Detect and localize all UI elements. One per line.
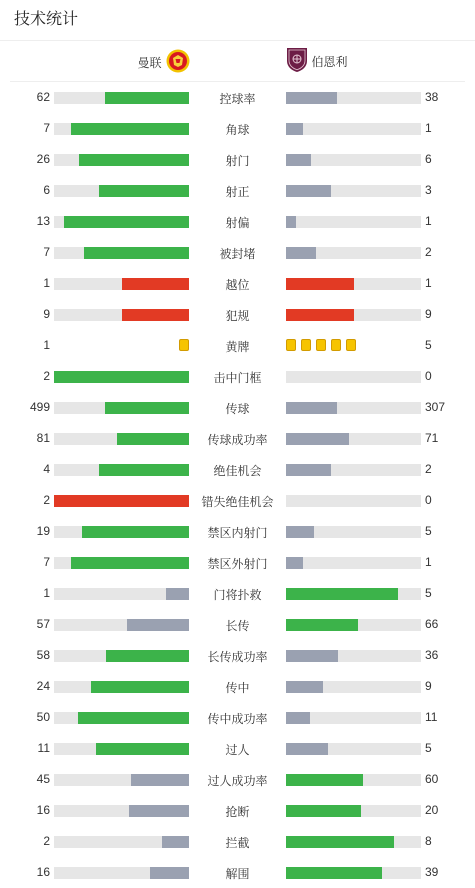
away-value: 9 (425, 307, 432, 321)
away-value: 9 (425, 679, 432, 693)
stat-label: 角球 (225, 123, 250, 137)
stat-label: 抢断 (225, 805, 250, 819)
away-value: 307 (425, 400, 446, 414)
yellow-card-icon (179, 339, 189, 351)
stat-row (0, 175, 475, 206)
stat-row (0, 671, 475, 702)
away-value: 20 (425, 803, 439, 817)
stat-row (0, 299, 475, 330)
home-bar (122, 278, 190, 290)
stat-label: 射正 (225, 185, 250, 199)
page-title: 技术统计 (0, 0, 475, 41)
away-bar (286, 712, 310, 724)
stat-label: 错失绝佳机会 (201, 495, 274, 509)
home-bar (84, 247, 189, 259)
home-bar (82, 526, 189, 538)
away-bar-track (286, 867, 421, 879)
away-team[interactable] (286, 47, 348, 76)
home-bar-track (54, 712, 189, 724)
home-value: 1 (43, 338, 50, 352)
away-bar (286, 526, 314, 538)
home-value: 16 (36, 865, 50, 879)
stat-label: 犯规 (225, 309, 250, 323)
home-value: 13 (36, 214, 50, 228)
yellow-card-icon (331, 339, 341, 351)
home-bar-track (54, 557, 189, 569)
stat-label: 禁区内射门 (207, 526, 268, 540)
away-value: 1 (425, 121, 432, 135)
away-bar (286, 402, 337, 414)
away-bar-track (286, 123, 421, 135)
away-bar-track (286, 743, 421, 755)
stat-row (0, 547, 475, 578)
stat-label: 越位 (225, 278, 250, 292)
stat-row (0, 485, 475, 516)
stat-row (0, 423, 475, 454)
home-bar-track (54, 836, 189, 848)
home-team[interactable] (137, 49, 189, 76)
away-value: 3 (425, 183, 432, 197)
home-value: 16 (36, 803, 50, 817)
stat-label: 被封堵 (219, 247, 256, 261)
home-bar (105, 92, 189, 104)
away-bar-track (286, 526, 421, 538)
away-bar (286, 309, 354, 321)
home-value: 1 (43, 586, 50, 600)
home-value: 45 (36, 772, 50, 786)
home-bar-track (54, 402, 189, 414)
home-value: 6 (43, 183, 50, 197)
stat-label: 传中成功率 (207, 712, 268, 726)
away-bar-track (286, 216, 421, 228)
home-bar (99, 185, 189, 197)
stat-label: 禁区外射门 (207, 557, 268, 571)
home-bar-track (54, 92, 189, 104)
home-value: 58 (36, 648, 50, 662)
stat-row (0, 764, 475, 795)
stat-row (0, 454, 475, 485)
stat-label: 黄牌 (225, 340, 250, 354)
stat-label: 控球率 (219, 92, 256, 106)
stat-row (0, 733, 475, 764)
stat-label: 传中 (225, 681, 250, 695)
away-value: 5 (425, 524, 432, 538)
away-value: 38 (425, 90, 439, 104)
stat-label: 过人成功率 (207, 774, 268, 788)
away-bar (286, 557, 303, 569)
home-bar-track (54, 371, 189, 383)
stat-row (0, 361, 475, 392)
stat-row (0, 609, 475, 640)
stat-row (0, 113, 475, 144)
home-bar (96, 743, 189, 755)
stat-label: 长传成功率 (207, 650, 268, 664)
away-value: 1 (425, 276, 432, 290)
home-bar-track (54, 216, 189, 228)
home-value: 499 (29, 400, 50, 414)
stat-row (0, 144, 475, 175)
away-bar-track (286, 774, 421, 786)
stat-label: 过人 (225, 743, 250, 757)
stats-list (0, 82, 475, 888)
home-bar-track (54, 123, 189, 135)
away-value: 1 (425, 214, 432, 228)
home-value: 9 (43, 307, 50, 321)
home-value: 4 (43, 462, 50, 476)
teams-header (10, 41, 465, 82)
home-bar-track (54, 867, 189, 879)
away-bar (286, 619, 358, 631)
home-bar (122, 309, 190, 321)
yellow-card-icon (286, 339, 296, 351)
home-bar (71, 557, 189, 569)
stat-row (0, 206, 475, 237)
away-bar (286, 278, 354, 290)
away-bar (286, 154, 311, 166)
away-bar-track (286, 495, 421, 507)
away-bar-track (286, 278, 421, 290)
home-bar (129, 805, 189, 817)
home-value: 81 (36, 431, 50, 445)
away-value: 66 (425, 617, 439, 631)
stat-label: 传球 (225, 402, 250, 416)
away-bar-track (286, 92, 421, 104)
stat-label: 解围 (225, 867, 250, 881)
away-value: 8 (425, 834, 432, 848)
away-bar (286, 588, 398, 600)
away-bar (286, 216, 296, 228)
home-bar-track (54, 650, 189, 662)
away-bar (286, 867, 382, 879)
burnley-crest-icon (286, 47, 308, 76)
home-bar (127, 619, 190, 631)
manchester-united-crest-icon (166, 49, 190, 76)
home-value: 7 (43, 555, 50, 569)
home-value: 62 (36, 90, 50, 104)
away-bar (286, 774, 363, 786)
home-bar (99, 464, 189, 476)
away-value: 0 (425, 369, 432, 383)
away-value: 2 (425, 462, 432, 476)
home-bar-track (54, 743, 189, 755)
stat-row (0, 82, 475, 113)
home-bar-track (54, 278, 189, 290)
away-bar-track (286, 433, 421, 445)
yellow-card-icon (346, 339, 356, 351)
away-value: 2 (425, 245, 432, 259)
away-value: 6 (425, 152, 432, 166)
home-bar (162, 836, 189, 848)
away-team-name: 伯恩利 (311, 55, 348, 69)
home-bar (71, 123, 189, 135)
stat-label: 射偏 (225, 216, 250, 230)
home-bar-track (54, 185, 189, 197)
away-yellow-cards (286, 339, 361, 353)
stat-row (0, 268, 475, 299)
home-bar-track (54, 526, 189, 538)
stat-row (0, 516, 475, 547)
home-bar-track (54, 588, 189, 600)
away-bar-track (286, 557, 421, 569)
stat-row (0, 826, 475, 857)
away-bar (286, 681, 323, 693)
away-bar-track (286, 588, 421, 600)
home-team-name: 曼联 (137, 56, 162, 70)
home-bar-track (54, 154, 189, 166)
stat-row (0, 330, 475, 361)
home-bar (105, 402, 189, 414)
away-bar-track (286, 464, 421, 476)
home-value: 24 (36, 679, 50, 693)
stat-row (0, 702, 475, 733)
away-value: 71 (425, 431, 439, 445)
home-value: 19 (36, 524, 50, 538)
away-value: 39 (425, 865, 439, 879)
stat-label: 长传 (225, 619, 250, 633)
away-bar (286, 464, 331, 476)
home-bar (79, 154, 189, 166)
away-bar-track (286, 371, 421, 383)
home-bar-track (54, 433, 189, 445)
stat-label: 传球成功率 (207, 433, 268, 447)
home-bar-track (54, 805, 189, 817)
away-bar-track (286, 650, 421, 662)
home-yellow-cards (174, 339, 189, 353)
away-bar-track (286, 402, 421, 414)
away-value: 60 (425, 772, 439, 786)
home-value: 57 (36, 617, 50, 631)
stat-label: 绝佳机会 (213, 464, 262, 478)
home-value: 26 (36, 152, 50, 166)
away-bar (286, 92, 337, 104)
away-bar (286, 433, 349, 445)
home-bar-track (54, 619, 189, 631)
away-value: 36 (425, 648, 439, 662)
home-bar (91, 681, 189, 693)
away-bar (286, 650, 338, 662)
stat-row (0, 795, 475, 826)
home-value: 2 (43, 493, 50, 507)
home-value: 7 (43, 121, 50, 135)
away-bar-track (286, 805, 421, 817)
home-bar (54, 495, 189, 507)
home-bar (150, 867, 189, 879)
away-bar-track (286, 185, 421, 197)
away-bar (286, 743, 328, 755)
home-value: 50 (36, 710, 50, 724)
home-value: 2 (43, 369, 50, 383)
home-bar-track (54, 309, 189, 321)
away-bar-track (286, 681, 421, 693)
home-bar (166, 588, 189, 600)
away-bar-track (286, 619, 421, 631)
home-bar-track (54, 464, 189, 476)
home-value: 2 (43, 834, 50, 848)
away-bar-track (286, 247, 421, 259)
stat-row (0, 857, 475, 888)
away-bar-track (286, 836, 421, 848)
home-bar-track (54, 774, 189, 786)
away-bar (286, 836, 394, 848)
stat-label: 射门 (225, 154, 250, 168)
home-value: 11 (37, 741, 50, 755)
yellow-card-icon (316, 339, 326, 351)
home-value: 1 (43, 276, 50, 290)
home-bar (117, 433, 189, 445)
away-value: 5 (425, 338, 432, 352)
away-bar (286, 185, 331, 197)
away-value: 0 (425, 493, 432, 507)
away-value: 11 (425, 710, 438, 724)
stat-row (0, 640, 475, 671)
home-bar-track (54, 495, 189, 507)
home-value: 7 (43, 245, 50, 259)
home-bar (54, 371, 189, 383)
away-value: 5 (425, 741, 432, 755)
home-bar-track (54, 681, 189, 693)
stat-label: 门将扑救 (213, 588, 262, 602)
away-bar-track (286, 712, 421, 724)
yellow-card-icon (301, 339, 311, 351)
away-value: 1 (425, 555, 432, 569)
home-bar-track (54, 247, 189, 259)
stat-row (0, 392, 475, 423)
stat-row (0, 578, 475, 609)
home-bar (131, 774, 189, 786)
away-bar (286, 247, 316, 259)
away-bar (286, 805, 361, 817)
home-bar (78, 712, 189, 724)
away-bar (286, 123, 303, 135)
away-bar-track (286, 154, 421, 166)
stat-label: 拦截 (225, 836, 250, 850)
home-bar (106, 650, 189, 662)
stat-row (0, 237, 475, 268)
away-bar-track (286, 309, 421, 321)
home-bar (64, 216, 189, 228)
away-value: 5 (425, 586, 432, 600)
stat-label: 击中门框 (213, 371, 262, 385)
